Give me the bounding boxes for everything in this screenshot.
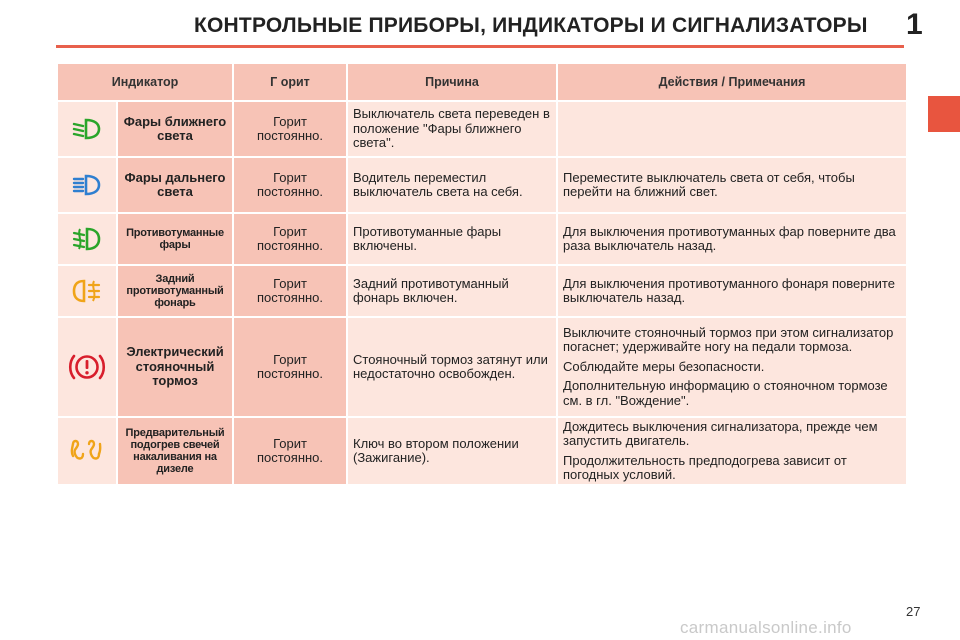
indicator-cause: Стояночный тормоз затянут или недостаточно освобожден. — [348, 318, 556, 416]
indicator-actions — [558, 158, 906, 212]
action-note: Продолжительность предподогрева зависит от погодных условий. — [563, 452, 847, 482]
action-note: Выключите стояночный тормоз при этом сигнализатор погаснет; удерживайте ногу на педали тормоза. — [563, 324, 894, 355]
indicator-actions — [558, 214, 906, 264]
column-header-actions: Действия / Примечания — [558, 64, 906, 100]
action-note: Соблюдайте меры безопасности. — [563, 358, 765, 374]
indicator-cause: Противотуманные фары включены. — [348, 214, 556, 264]
chapter-number: 1 — [906, 8, 923, 41]
watermark: carmanualsonline.info — [680, 618, 852, 637]
indicator-state: Горит постоянно. — [234, 214, 346, 264]
indicator-actions — [558, 318, 906, 416]
indicator-state: Горит постоянно. — [234, 318, 346, 416]
header-divider — [56, 45, 904, 48]
page-title: КОНТРОЛЬНЫЕ ПРИБОРЫ, ИНДИКАТОРЫ И СИГНАЛИЗАТОРЫ — [194, 14, 868, 37]
column-header-state: Г орит — [234, 64, 346, 100]
action-note: Дождитесь выключения сигнализатора, прежде чем запустить двигатель. — [563, 418, 878, 448]
low-beam-icon — [58, 102, 116, 156]
indicator-cause: Водитель переместил выключатель света на себя. — [348, 158, 556, 212]
indicator-name: Противотуманные фары — [118, 214, 232, 264]
indicator-state: Горит постоянно. — [234, 158, 346, 212]
indicator-name: Задний противотуманный фонарь — [118, 266, 232, 316]
table-header-row — [58, 64, 906, 100]
rear-fog-icon — [58, 266, 116, 316]
table-row — [58, 102, 906, 156]
action-note: Для выключения противотуманных фар поверните два раза выключатель назад. — [563, 223, 896, 253]
action-note: Дополнительную информацию о стояночном тормозе см. в гл. "Вождение". — [563, 378, 888, 408]
indicator-table — [56, 62, 908, 486]
indicator-actions — [558, 102, 906, 156]
column-header-indicator: Индикатор — [58, 64, 232, 100]
indicator-name: Фары дальнего света — [118, 158, 232, 212]
indicator-name: Электрический стояночный тормоз — [118, 318, 232, 416]
table-row — [58, 266, 906, 316]
page-number: 27 — [906, 604, 921, 619]
chapter-tab-marker — [928, 96, 960, 132]
front-fog-icon — [58, 214, 116, 264]
table-row — [58, 214, 906, 264]
indicator-name: Предварительный подогрев свечей накаливания на дизеле — [118, 418, 232, 484]
indicator-actions — [558, 418, 906, 484]
parking-brake-icon — [58, 318, 116, 416]
indicator-state: Горит постоянно. — [234, 266, 346, 316]
table-row — [58, 418, 906, 484]
indicator-cause: Ключ во втором положении (Зажигание). — [348, 418, 556, 484]
glow-plug-icon — [58, 418, 116, 484]
indicator-name: Фары ближнего света — [118, 102, 232, 156]
indicator-state: Горит постоянно. — [234, 418, 346, 484]
table-row — [58, 158, 906, 212]
action-note: Переместите выключатель света от себя, чтобы перейти на ближний свет. — [563, 169, 855, 199]
table-row — [58, 318, 906, 416]
indicator-cause: Выключатель света переведен в положение "Фары ближнего света". — [348, 102, 556, 156]
action-note: Для выключения противотуманного фонаря поверните выключатель назад. — [563, 275, 895, 305]
high-beam-icon — [58, 158, 116, 212]
indicator-state: Горит постоянно. — [234, 102, 346, 156]
indicator-cause: Задний противотуманный фонарь включен. — [348, 266, 556, 316]
indicator-actions — [558, 266, 906, 316]
column-header-cause: Причина — [348, 64, 556, 100]
